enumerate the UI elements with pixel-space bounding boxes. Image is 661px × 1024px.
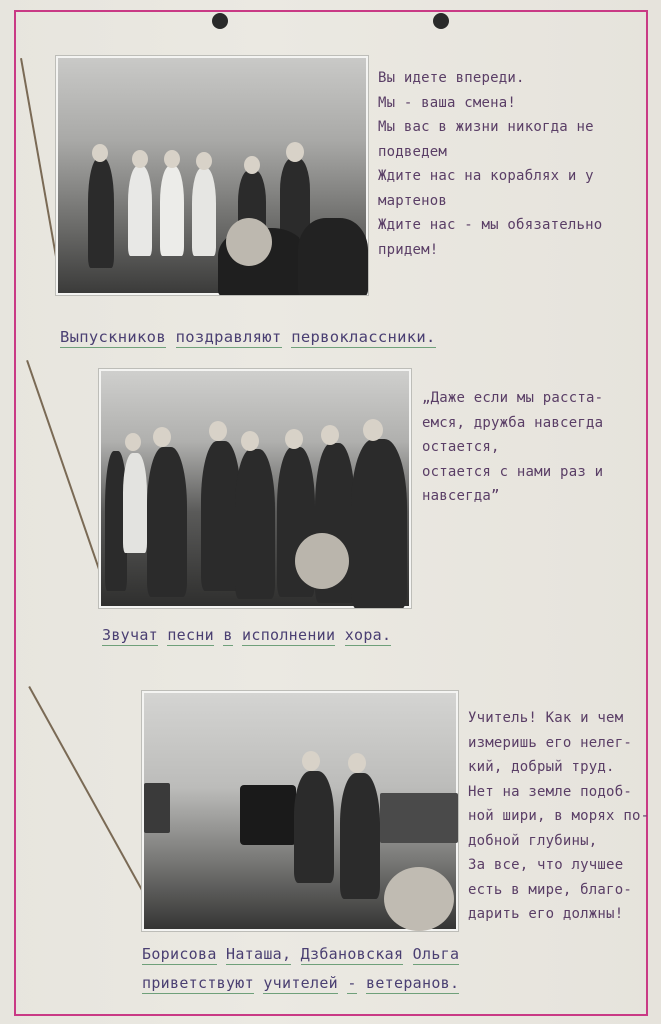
- caption-word: Звучат: [102, 626, 158, 644]
- photo-first-graders: [55, 55, 369, 296]
- caption-word: учителей: [263, 974, 338, 992]
- poem-second: [422, 386, 603, 509]
- poem-line: „Даже если мы расста-: [422, 390, 604, 406]
- caption-word: Ольга: [412, 945, 460, 963]
- caption-second: [102, 626, 391, 644]
- caption-word: Выпускников: [60, 328, 166, 346]
- caption-word: песни: [167, 626, 214, 644]
- poem-line: есть в мире, благо-: [468, 881, 632, 898]
- caption-word: в: [223, 626, 233, 644]
- poem-line: дарить его должны!: [468, 906, 624, 922]
- photo-choir: [98, 368, 412, 609]
- poem-line: ной шири, в морях по-: [468, 808, 650, 824]
- caption-third-line-2: [142, 974, 459, 992]
- poem-line: подведем: [378, 143, 448, 160]
- caption-word: Дзбановская: [300, 945, 404, 963]
- poem-line: придем!: [378, 241, 439, 258]
- decor-line-2: [26, 360, 109, 597]
- poem-line: измеришь его нелег-: [468, 734, 632, 751]
- photo-greeting-teachers: [141, 690, 459, 932]
- poem-line: навсегда”: [422, 488, 500, 504]
- poem-first: [378, 66, 602, 262]
- decor-line-3: [28, 686, 154, 911]
- caption-word: исполнении: [242, 626, 336, 644]
- caption-word: ветеранов.: [366, 974, 460, 992]
- poem-line: Мы - ваша смена!: [378, 94, 517, 111]
- poem-line: остается,: [422, 439, 500, 455]
- caption-first: [60, 328, 436, 346]
- border-left: [14, 10, 16, 1016]
- poem-line: Нет на земле подоб-: [468, 783, 632, 800]
- poem-line: кий, добрый труд.: [468, 759, 615, 775]
- caption-word: поздравляют: [175, 328, 282, 346]
- caption-word: Наташа,: [226, 945, 292, 963]
- poem-line: Ждите нас на кораблях и у: [378, 168, 594, 184]
- binder-hole-right: [433, 13, 449, 29]
- caption-word: приветствуют: [142, 974, 254, 992]
- poem-line: емся, дружба навсегда: [422, 414, 604, 431]
- caption-word: Борисова: [142, 945, 217, 963]
- border-bottom: [14, 1014, 648, 1016]
- poem-line: Вы идете впереди.: [378, 70, 525, 86]
- poem-line: Учитель! Как и чем: [468, 710, 624, 726]
- border-top: [14, 10, 648, 12]
- poem-line: остается с нами раз и: [422, 463, 604, 480]
- poem-line: За все, что лучшее: [468, 857, 624, 873]
- poem-third: [468, 706, 649, 927]
- caption-word: хора.: [344, 626, 392, 644]
- binder-hole-left: [212, 13, 228, 29]
- poem-line: добной глубины,: [468, 832, 598, 849]
- caption-third-line-1: [142, 945, 459, 963]
- caption-word: -: [347, 974, 357, 992]
- poem-line: Мы вас в жизни никогда не: [378, 119, 594, 135]
- caption-word: первоклассники.: [291, 328, 436, 346]
- poem-line: Ждите нас - мы обязательно: [378, 217, 603, 233]
- poem-line: мартенов: [378, 192, 448, 209]
